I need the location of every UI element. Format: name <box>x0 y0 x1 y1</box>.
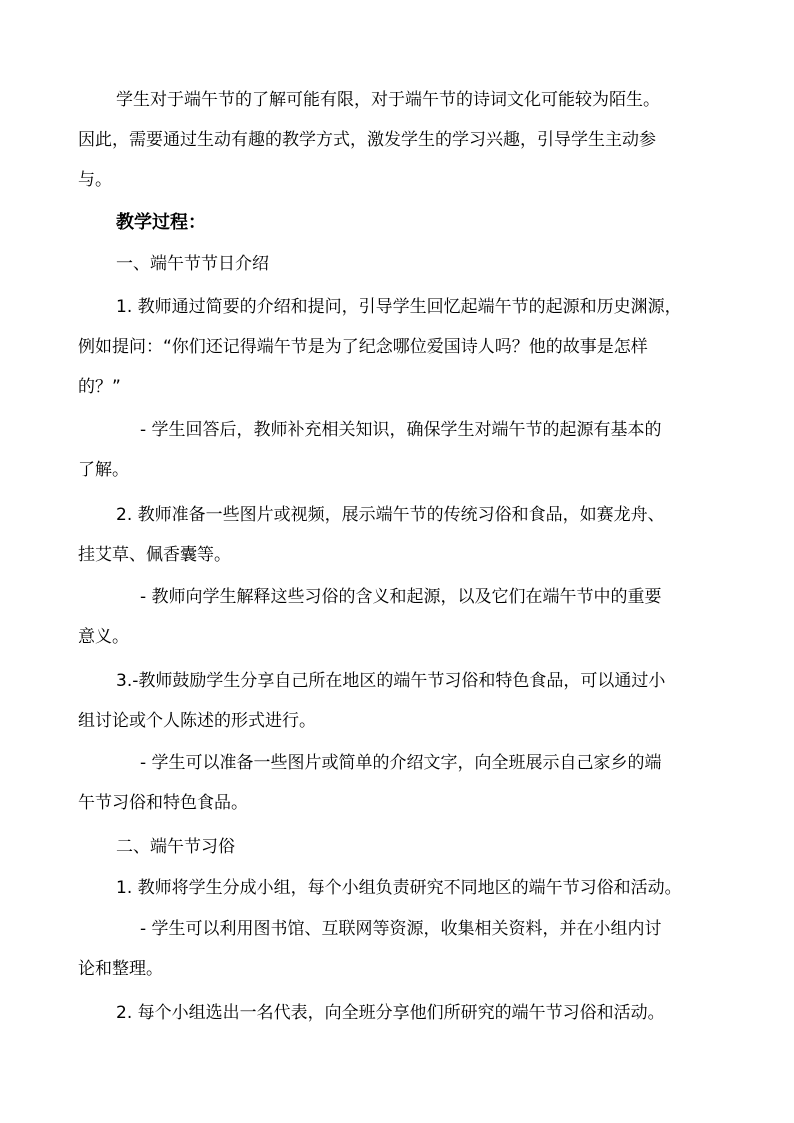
paragraph-line: 例如提问：“你们还记得端午节是为了纪念哪位爱国诗人吗？他的故事是怎样 <box>78 337 648 357</box>
paragraph-line: 午节习俗和特色食品。 <box>78 793 248 813</box>
section-heading: 教学过程： <box>116 212 206 233</box>
paragraph-line: 2. 每个小组选出一名代表，向全班分享他们所研究的端午节习俗和活动。 <box>116 1003 665 1023</box>
paragraph-line: 组讨论或个人陈述的形式进行。 <box>78 711 316 731</box>
paragraph-line: 1. 教师通过简要的介绍和提问，引导学生回忆起端午节的起源和历史渊源， <box>116 297 682 317</box>
paragraph-line: - 学生可以准备一些图片或简单的介绍文字，向全班展示自己家乡的端 <box>140 753 662 773</box>
paragraph-line: 挂艾草、佩香囊等。 <box>78 545 231 565</box>
paragraph-line: 学生对于端午节的了解可能有限，对于端午节的诗词文化可能较为陌生。 <box>116 90 660 110</box>
paragraph-line: 论和整理。 <box>78 959 163 979</box>
paragraph-line: - 学生回答后，教师补充相关知识，确保学生对端午节的起源有基本的 <box>140 420 662 440</box>
subsection-heading: 一、端午节节日介绍 <box>116 254 269 274</box>
paragraph-line: 与。 <box>78 170 112 190</box>
paragraph-line: 的？” <box>78 377 121 397</box>
paragraph-line: 2. 教师准备一些图片或视频，展示端午节的传统习俗和食品，如赛龙舟、 <box>116 505 665 525</box>
paragraph-line: - 教师向学生解释这些习俗的含义和起源，以及它们在端午节中的重要 <box>140 587 662 607</box>
paragraph-line: 因此，需要通过生动有趣的教学方式，激发学生的学习兴趣，引导学生主动参 <box>78 130 656 150</box>
paragraph-line: - 学生可以利用图书馆、互联网等资源，收集相关资料，并在小组内讨 <box>140 919 662 939</box>
paragraph-line: 3.-教师鼓励学生分享自己所在地区的端午节习俗和特色食品，可以通过小 <box>116 671 666 691</box>
paragraph-line: 了解。 <box>78 460 129 480</box>
paragraph-line: 1. 教师将学生分成小组，每个小组负责研究不同地区的端午节习俗和活动。 <box>116 878 682 898</box>
paragraph-line: 意义。 <box>78 627 129 647</box>
subsection-heading: 二、端午节习俗 <box>116 837 235 857</box>
